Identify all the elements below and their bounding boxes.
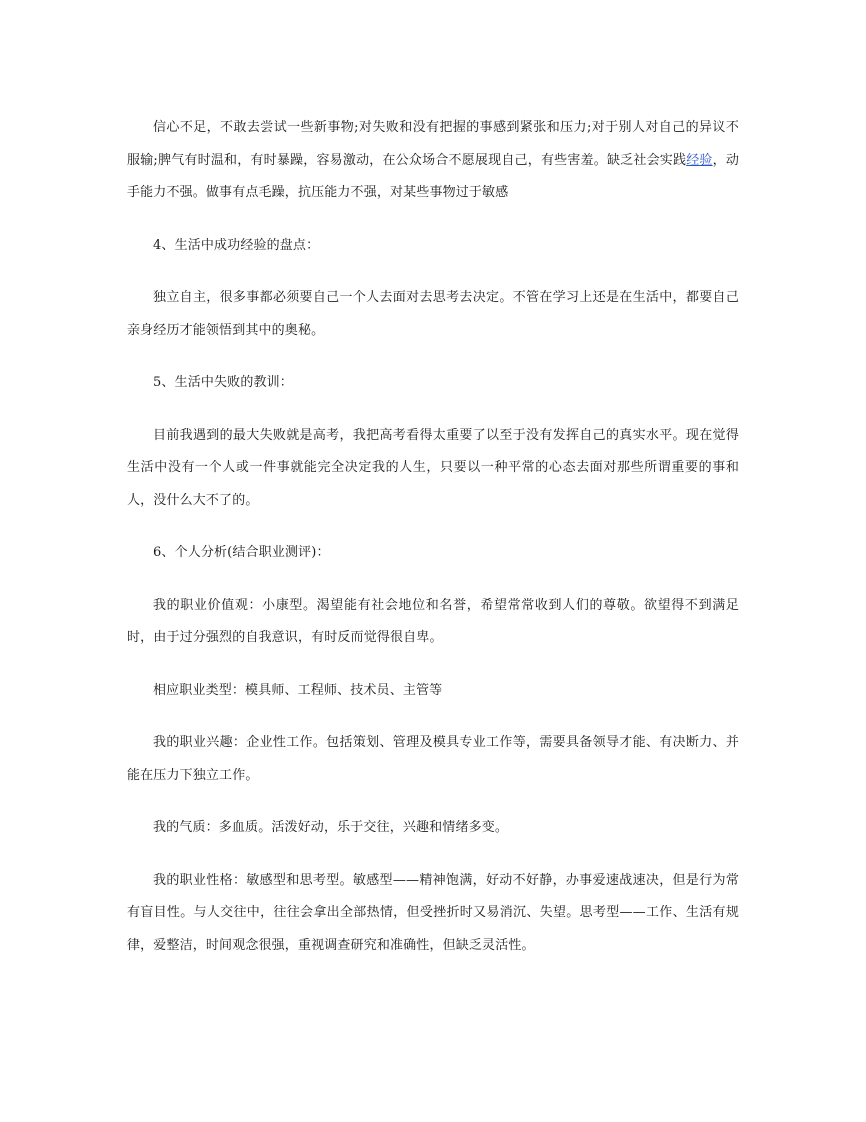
- heading-failure-lessons: 5、生活中失败的教训：: [153, 375, 293, 390]
- experience-link[interactable]: 经验: [686, 152, 713, 168]
- paragraph-weaknesses: [127, 112, 739, 210]
- paragraph-career-values: 我的职业价值观：小康型。渴望能有社会地位和名誉，希望常常收到人们的尊敬。欲望得不到满足时，由于过分强烈的自我意识，有时反而觉得很自卑。: [127, 597, 739, 645]
- paragraph-career-interests: 我的职业兴趣：企业性工作。包括策划、管理及模具专业工作等，需要具备领导才能、有决断力、并能在压力下独立工作。: [127, 735, 739, 783]
- document-page: [127, 112, 739, 962]
- heading-personal-analysis: 6、个人分析(结合职业测评)：: [153, 545, 330, 560]
- paragraph-failure-lessons: 目前我遇到的最大失败就是高考，我把高考看得太重要了以至于没有发挥自己的真实水平。现在觉得生活中没有一个人或一件事就能完全决定我的人生，只要以一种平常的心态去面对那些所谓重要的事和人，没什么大不了的。: [127, 427, 739, 508]
- paragraph-career-personality: 我的职业性格：敏感型和思考型。敏感型——精神饱满，好动不好静，办事爱速战速决，但是行为常有盲目性。与人交往中，往往会拿出全部热情，但受挫折时又易消沉、失望。思考型——工作、生活有规律，爱整洁，时间观念很强，重视调查研究和准确性，但缺乏灵活性。: [127, 872, 739, 953]
- paragraph-weaknesses-text-start: 信心不足，不敢去尝试一些新事物;对失败和没有把握的事感到紧张和压力;对于别人对自己的异议不服输;脾气有时温和，有时暴躁，容易激动，在公众场合不愿展现自己，有些害羞。缺乏社会实践: [127, 120, 739, 168]
- paragraph-temperament: 我的气质：多血质。活泼好动，乐于交往，兴趣和情绪多变。: [153, 820, 509, 835]
- paragraph-weaknesses-text-end: ，动手能力不强。做事有点毛躁，抗压能力不强，对某些事物过于敏感: [127, 152, 739, 200]
- heading-success-experience: 4、生活中成功经验的盘点：: [153, 237, 320, 253]
- paragraph-career-types: 相应职业类型：模具师、工程师、技术员、主管等: [153, 682, 443, 698]
- paragraph-success-experience: 独立自主，很多事都必须要自己一个人去面对去思考去决定。不管在学习上还是在生活中，都要自己亲身经历才能领悟到其中的奥秘。: [127, 290, 739, 338]
